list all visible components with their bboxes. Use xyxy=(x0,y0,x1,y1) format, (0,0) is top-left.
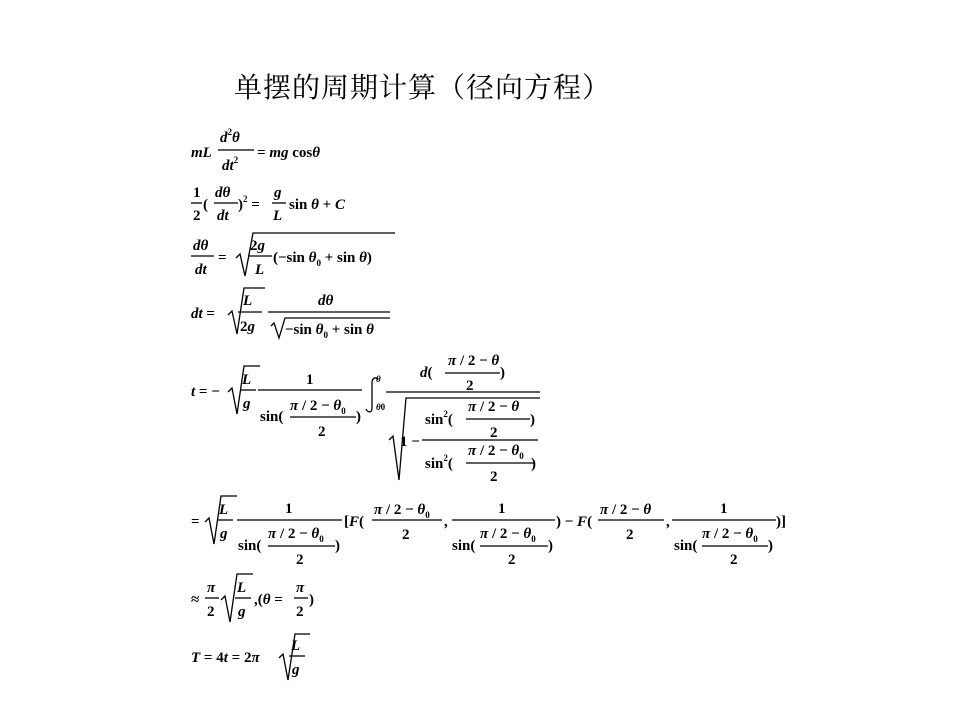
svg-text:L: L xyxy=(219,502,229,518)
svg-text:dt: dt xyxy=(217,208,229,224)
svg-text:π: π xyxy=(296,580,305,596)
svg-text:dt: dt xyxy=(195,262,207,278)
svg-text:dt2: $dt^2$ xyxy=(222,155,239,174)
svg-text:L: L xyxy=(291,638,301,654)
svg-text:) − F(: ) − F( xyxy=(556,514,593,530)
svg-text:): ) xyxy=(548,538,553,554)
svg-text:π / 2 − θ0: $\pi / 2 - \theta_0$ xyxy=(468,443,524,461)
svg-text:2: 2 xyxy=(490,425,498,441)
svg-text:(: ( xyxy=(203,197,208,213)
svg-text:sin(: sin( xyxy=(452,538,476,554)
svg-text:π / 2 − θ0: $\pi / 2 - \theta_0$ xyxy=(702,526,758,544)
svg-text:1: 1 xyxy=(306,372,314,388)
svg-text:2: 2 xyxy=(296,552,304,568)
svg-text:L: L xyxy=(243,293,253,309)
svg-text:L: L xyxy=(242,372,252,388)
svg-text:π / 2 − θ0: $\pi / 2 - \theta_0$ xyxy=(374,502,430,520)
slide-title: 单摆的周期计算（径向方程） xyxy=(234,71,612,104)
svg-text:dθ: dθ xyxy=(318,293,334,309)
svg-text:): ) xyxy=(768,538,773,554)
svg-text:=: = xyxy=(218,250,227,266)
svg-text:T = 4t = 2π: T = 4t = 2π xyxy=(191,650,260,666)
svg-text:dθ: dθ xyxy=(215,185,231,201)
svg-text:2: 2 xyxy=(508,552,516,568)
svg-text:2: 2 xyxy=(402,527,410,543)
svg-text:g: g xyxy=(238,604,246,620)
svg-text:2: 2 xyxy=(490,469,498,485)
svg-text:): ) xyxy=(500,365,505,381)
svg-text:,: , xyxy=(444,514,448,530)
svg-text:π / 2 − θ0: $\pi / 2 - \theta_0$ xyxy=(268,526,324,544)
svg-text:g: g xyxy=(274,185,282,201)
svg-text:d2θ: $d^2\theta$ xyxy=(220,127,240,146)
svg-text:): ) xyxy=(531,456,536,472)
svg-text:1: 1 xyxy=(498,501,506,517)
svg-text:θ0: θ0 xyxy=(376,402,386,412)
svg-text:dt =: dt = xyxy=(191,306,215,322)
svg-text:π / 2 − θ: π / 2 − θ xyxy=(468,399,520,415)
svg-text:[F(: [F( xyxy=(344,514,365,530)
svg-text:dθ: dθ xyxy=(193,238,209,254)
svg-text:−sin θ0 + sin θ: −sin $\theta_0 + \sin \theta$ xyxy=(285,322,374,340)
svg-text:sin(: sin( xyxy=(674,538,698,554)
svg-text:sin(: sin( xyxy=(238,538,262,554)
svg-text:L: L xyxy=(237,580,247,596)
svg-text:= mg cosθ: = mg cosθ xyxy=(257,145,321,161)
svg-text:g: g xyxy=(292,662,300,678)
svg-text:1: 1 xyxy=(193,185,201,201)
svg-text:)2 =: )$^2$ = xyxy=(238,194,260,213)
svg-text:2: 2 xyxy=(207,604,215,620)
svg-text:sin θ + C: sin θ + C xyxy=(289,197,345,213)
svg-text:π / 2 − θ0: $\pi / 2 - \theta_0$ xyxy=(290,398,346,416)
svg-text:sin2(: $\sin^2$( xyxy=(425,453,453,472)
svg-text:,(θ =: ,(θ = xyxy=(254,592,283,608)
svg-text:L: L xyxy=(255,262,265,278)
svg-text:2: 2 xyxy=(193,208,201,224)
svg-text:): ) xyxy=(335,538,340,554)
svg-text:θ: θ xyxy=(376,374,381,384)
svg-text:π / 2 − θ: π / 2 − θ xyxy=(448,353,500,369)
svg-text:): ) xyxy=(356,409,361,425)
svg-text:sin2(: $\sin^2$( xyxy=(425,409,453,428)
svg-text:)]: )] xyxy=(776,514,786,530)
svg-text:g: g xyxy=(243,396,251,412)
svg-text:): ) xyxy=(309,592,314,608)
svg-text:1: 1 xyxy=(285,501,293,517)
svg-text:L: L xyxy=(273,208,283,224)
svg-text:sin(: sin( xyxy=(260,409,284,425)
svg-text:1 −: 1 − xyxy=(400,434,420,450)
svg-text:2: 2 xyxy=(296,604,304,620)
svg-text:=: = xyxy=(191,514,200,530)
eq1-text: mL xyxy=(191,145,212,161)
svg-text:2: 2 xyxy=(318,424,326,440)
svg-text:g: g xyxy=(220,526,228,542)
svg-text:1: 1 xyxy=(720,501,728,517)
svg-text:2: 2 xyxy=(730,552,738,568)
svg-text:2: 2 xyxy=(626,527,634,543)
svg-text:2g: 2g xyxy=(240,319,255,335)
svg-text:): ) xyxy=(530,412,535,428)
svg-text:π / 2 − θ0: $\pi / 2 - \theta_0$ xyxy=(480,526,536,544)
svg-text:t = −: t = − xyxy=(191,384,220,400)
svg-text:2g: 2g xyxy=(250,238,265,254)
svg-text:2: 2 xyxy=(466,378,474,394)
svg-text:≈: ≈ xyxy=(191,592,200,608)
svg-text:π / 2 − θ: π / 2 − θ xyxy=(600,502,652,518)
svg-text:,: , xyxy=(666,514,670,530)
svg-text:π: π xyxy=(207,580,216,596)
svg-text:d(: d( xyxy=(420,365,433,381)
svg-text:(−sin θ0 + sin θ): (−sin $\theta_0 + \sin \theta$) xyxy=(273,250,372,268)
